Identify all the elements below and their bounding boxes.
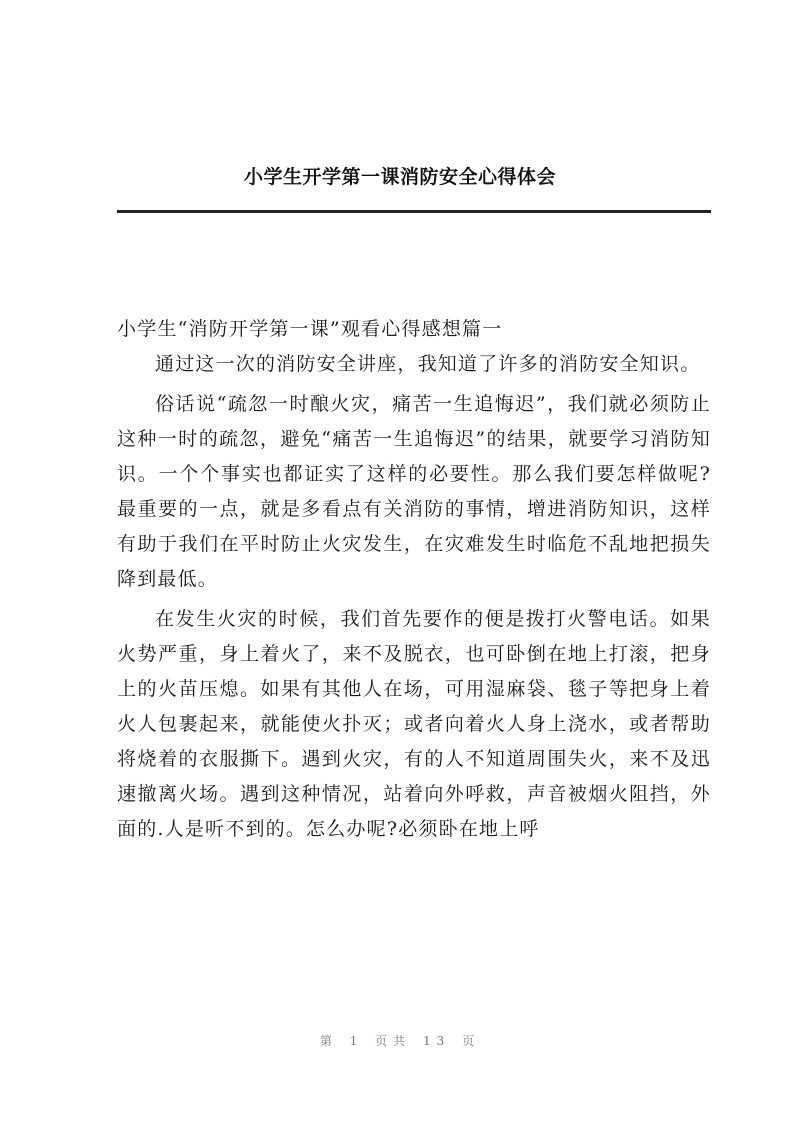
document-body bbox=[117, 312, 711, 852]
document-title: 小学生开学第一课消防安全心得体会 bbox=[243, 166, 556, 188]
body-paragraph-3: 在发生火灾的时候，我们首先要作的便是拨打火警电话。如果火势严重，身上着火了，来不及脱衣，也可卧倒在地上打滚，把身上的火苗压熄。如果有其他人在场，可用湿麻袋、毯子等把身上着火人包裹起来，就能使火扑灭；或者向着火人身上浇水，或者帮助将烧着的衣服撕下。遇到火灾，有的人不知道周围失火，来不及迅速撤离火场。遇到这种情况，站着向外呼救，声音被烟火阻挡，外面的.人是听不到的。怎么办呢?必须卧在地上呼 bbox=[117, 608, 711, 840]
body-paragraph-1: 通过这一次的消防安全讲座，我知道了许多的消防安全知识。 bbox=[155, 353, 701, 375]
title-divider bbox=[117, 210, 711, 213]
page-number-footer: 第 1 页共 13 页 bbox=[319, 1034, 481, 1048]
section-subheading: 小学生“消防开学第一课”观看心得感想篇一 bbox=[117, 318, 503, 340]
body-paragraph-2: 俗话说“疏忽一时酿火灾，痛苦一生追悔迟”，我们就必须防止这种一时的疏忽，避免“痛苦一生追悔迟”的结果，就要学习消防知识。一个个事实也都证实了这样的必要性。那么我们要怎样做呢?最重要的一点，就是多看点有关消防的事情，增进消防知识，这样有助于我们在平时防止火灾发生，在灾难发生时临危不乱地把损失降到最低。 bbox=[117, 393, 711, 590]
